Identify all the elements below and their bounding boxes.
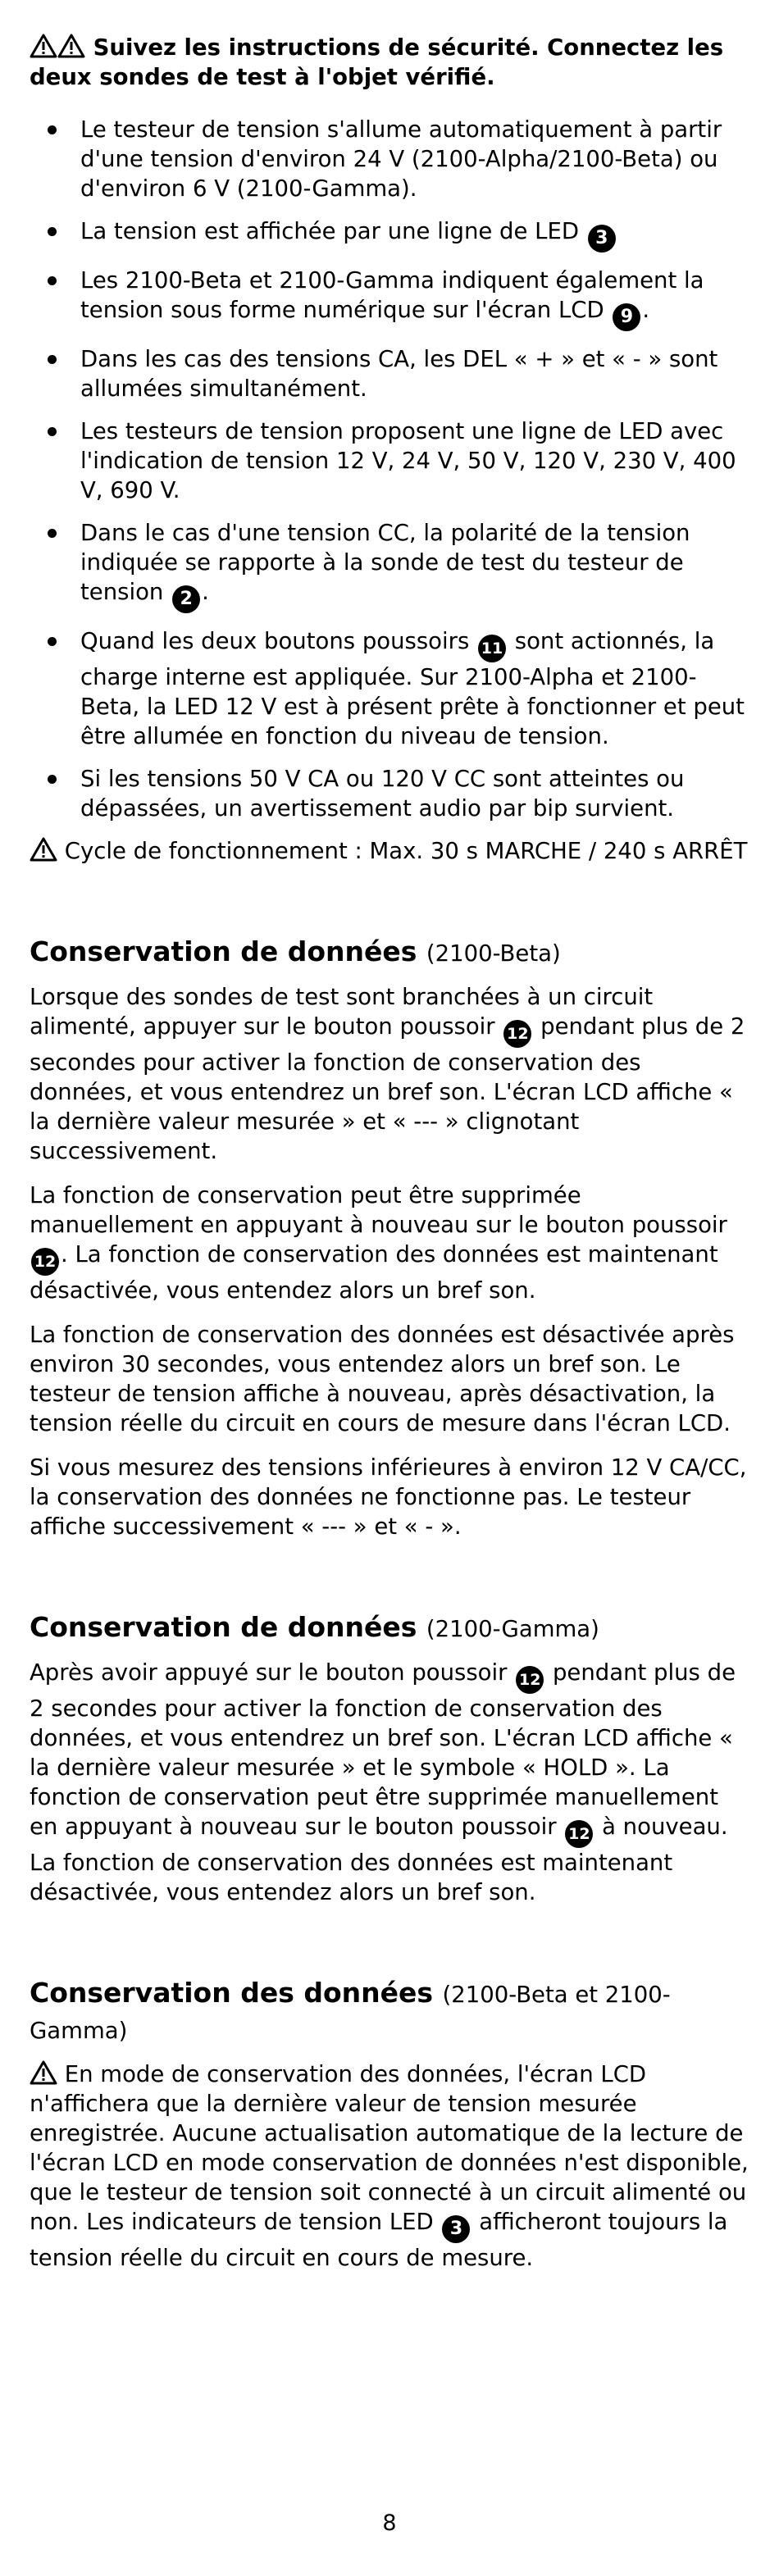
paragraph: Lorsque des sondes de test sont branchées à un circuit alimenté, appuyer sur le bouton poussoir 12 pendant plus de 2 secondes pour activer la fonction de conservation des données, et vous entendrez un bref son. L'écran LCD affiche « la dernière valeur mesurée » et « --- » clignotant successivement.: [30, 984, 745, 1164]
list-item: Les testeurs de tension proposent une ligne de LED avec l'indication de tension 12 V, 24 V, 50 V, 120 V, 230 V, 400 V, 690 V.: [48, 416, 751, 505]
bullet-icon: [48, 637, 57, 646]
list-item: Dans les cas des tensions CA, les DEL « + » et « - » sont allumées simultanément.: [48, 344, 751, 403]
callout-12-icon: 12: [31, 1248, 59, 1276]
bullet-icon: [48, 427, 57, 436]
callout-3-icon: 3: [588, 225, 616, 253]
page-number: 8: [382, 2510, 397, 2536]
list-item: Dans le cas d'une tension CC, la polarité de la tension indiquée se rapporte à la sonde de test du testeur de tension 2 .: [48, 518, 751, 613]
list-item: Quand les deux boutons poussoirs 11 sont actionnés, la charge interne est appliquée. Sur 2100-Alpha et 2100-Beta, la LED 12 V est à présent prête à fonctionner et peut être allumée en fonction du niveau de tension.: [48, 626, 751, 751]
bullet-icon: [48, 125, 57, 134]
callout-12-icon: 12: [516, 1666, 544, 1694]
callout-9-icon: 9: [613, 303, 640, 331]
list-item: Si les tensions 50 V CA ou 120 V CC sont atteintes ou dépassées, un avertissement audio par bip survient.: [48, 764, 751, 823]
safety-warning: [30, 33, 751, 92]
warning-triangle-icon: [30, 34, 57, 58]
list-item: Les 2100-Beta et 2100-Gamma indiquent également la tension sous forme numérique sur l'écran LCD 9 .: [48, 266, 751, 331]
duty-cycle-note: Cycle de fonctionnement : Max. 30 s MARCHE / 240 s ARRÊT: [30, 836, 751, 866]
section-data-hold-gamma: [30, 1610, 751, 1907]
section-heading: Conservation des données (2100-Beta et 2100-Gamma): [30, 1977, 671, 2044]
section-heading: Conservation de données (2100-Beta): [30, 935, 561, 967]
paragraph: La fonction de conservation peut être supprimée manuellement en appuyant à nouveau sur le bouton poussoir 12 . La fonction de conservation des données est maintenant désactivée, vous entendez alors un bref son.: [30, 1182, 727, 1304]
warning-triangle-icon: [30, 837, 57, 862]
bullet-icon: [48, 227, 57, 236]
callout-12-icon: 12: [565, 1820, 593, 1848]
feature-list: [48, 115, 751, 823]
bullet-icon: [48, 529, 57, 538]
paragraph: La fonction de conservation des données est désactivée après environ 30 secondes, vous entendez alors un bref son. Le testeur de tension affiche à nouveau, après désactivation, la tension réelle du circuit en cours de mesure dans l'écran LCD.: [30, 1322, 735, 1436]
paragraph: Si vous mesurez des tensions inférieures à environ 12 V CA/CC, la conservation des données ne fonctionne pas. Le testeur affiche successivement « --- » et « - ».: [30, 1454, 747, 1540]
paragraph: Après avoir appuyé sur le bouton poussoir 12 pendant plus de 2 secondes pour activer la fonction de conservation des données, et vous entendrez un bref son. L'écran LCD affiche « la dernière valeur mesurée » et le symbole « HOLD ». La fonction de conservation peut être supprimée manuellement en appuyant à nouveau sur le bouton poussoir 12 à nouveau. La fonction de conservation des données est maintenant désactivée, vous entendez alors un bref son.: [30, 1659, 736, 1905]
section-data-hold-beta: [30, 935, 751, 1541]
bullet-icon: [48, 276, 57, 285]
callout-2-icon: 2: [172, 585, 200, 613]
callout-11-icon: 11: [478, 635, 506, 662]
manual-page: [30, 33, 751, 2287]
bullet-icon: [48, 775, 57, 784]
warning-triangle-icon: [30, 2060, 57, 2085]
list-item: Le testeur de tension s'allume automatiquement à partir d'une tension d'environ 24 V (2100-Alpha/2100-Beta) ou d'environ 6 V (2100-Gamma).: [48, 115, 751, 203]
section-data-hold-beta-gamma: [30, 1976, 751, 2273]
callout-3-icon: 3: [442, 2215, 470, 2243]
safety-warning-text: Suivez les instructions de sécurité. Connectez les deux sondes de test à l'objet vérifié.: [30, 34, 724, 90]
section-heading: Conservation de données (2100-Gamma): [30, 1611, 599, 1643]
list-item: La tension est affichée par une ligne de LED 3: [48, 216, 751, 253]
paragraph: En mode de conservation des données, l'écran LCD n'affichera que la dernière valeur de tension mesurée enregistrée. Aucune actualisation automatique de la lecture de l'écran LCD en mode conservation de données n'est disponible, que le testeur de tension soit connecté à un circuit alimenté ou non. Les indicateurs de tension LED 3 afficheront toujours la tension réelle du circuit en cours de mesure.: [30, 2061, 749, 2271]
warning-triangle-icon: [57, 34, 85, 58]
bullet-icon: [48, 355, 57, 364]
callout-12-icon: 12: [503, 1020, 531, 1048]
